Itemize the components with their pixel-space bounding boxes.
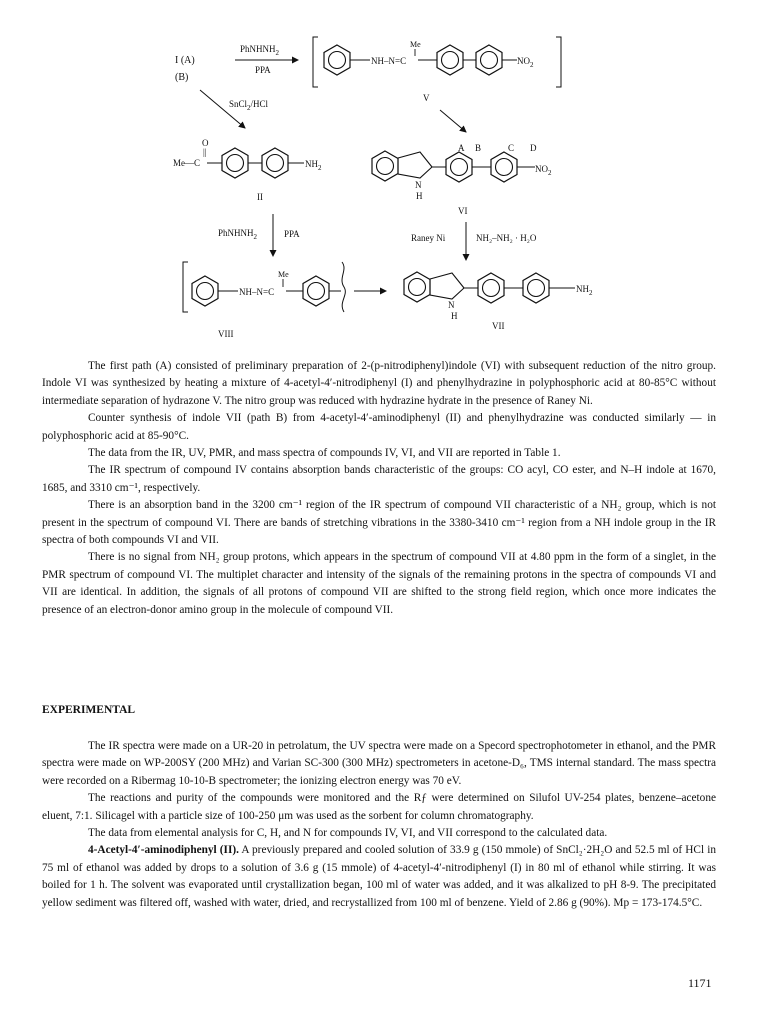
svg-text:SnCl2/HCl: SnCl$_2$/HCl (229, 99, 269, 112)
reagent-phenylhydrazine-bottom (218, 228, 258, 241)
reaction-scheme (0, 0, 759, 345)
benzene-ring-icon (192, 276, 218, 306)
benzene-ring-icon (523, 273, 549, 303)
benzene-ring-icon (262, 148, 288, 178)
label-path-b: (B) (175, 72, 189, 83)
bracket-left-v (313, 37, 318, 87)
methyl-label-v: Me (410, 40, 421, 49)
reagent-sncl2-hcl (229, 99, 269, 112)
compound-title-ii: 4-Acetyl-4′-aminodiphenyl (II). (88, 844, 239, 857)
paragraph-path-a: The first path (A) consisted of preliminary preparation of 2-(p-nitrodiphenyl)indole (VI) with subsequent reduction of the nitro group. Indole VI was synthesized by heating a mixture of 4-acetyl-4′-nitrodiphenyl (I) and phenylhydrazine in polyphosphoric acid at 80-85°C without intermediate separation of hydrazone V. The nitro group was reduced with hydrazine hydrate in the presence of Raney Ni. (42, 360, 716, 407)
reagent-ppa-bottom: PPA (284, 229, 300, 239)
methyl-label-viii: Me (278, 270, 289, 279)
synthesis-procedure: A previously prepared and cooled solution of 33.9 g (150 mmole) of SnCl₂·2H₂O and 52.5 ml of HCl in 75 ml of ethanol was added by drops to a solution of 3.6 g (15 mmole) of 4-acetyl-4′-nitrodiphenyl (I) in 80 ml of ethanol while stirring. It was boiled for 1 h. The solvent was evaporated until crystallization began, 100 ml of water was added, and it was alkalized to pH 8-9. The precipitated yellow sediment was filtered off, washed with water, dried, and recrystallized from 100 ml of benzene. Yield of 2.86 g (90%). Mp = 173-174.5°C. (42, 844, 716, 909)
acetyl-label-ii: Me—C (173, 158, 200, 168)
discussion-text (42, 358, 716, 619)
bracket-right-viii (342, 262, 345, 312)
hydrazone-linker-viii: NH–N=C (239, 287, 275, 297)
indole-n-vi: N (415, 180, 422, 190)
carbonyl-o-label: O (202, 138, 209, 148)
ring-label-d: D (530, 143, 537, 153)
svg-text:NO2: $NO_2$ (517, 56, 534, 69)
benzene-ring-icon (476, 45, 502, 75)
paragraph-ir-vii: There is an absorption band in the 3200 cm⁻¹ region of the IR spectrum of compound VII characteristic of a NH₂ group, which is not present in the spectrum of compound VI. There are bands of stretching vibrations in the 3380-3410 cm⁻¹ region from a NH indole group in the IR spectra of both compounds VI and VII. (42, 499, 716, 547)
svg-text:PhNHNH2: PhNHNH$_2$ (240, 44, 280, 57)
paragraph-tlc: The reactions and purity of the compounds were monitored and the Rƒ were determined on Silufol UV-254 plates, benzene–acetone eluent, 7:1. Silicagel with a particle size of 100-250 μm was used as the sorbent for column chromatography. (42, 792, 716, 822)
label-compound-viii: VIII (218, 329, 234, 339)
svg-text:NH2: $NH_2$ (576, 284, 593, 297)
label-compound-vii: VII (492, 321, 505, 331)
ring-label-b: B (475, 143, 482, 153)
label-compound-v: V (423, 93, 430, 103)
bracket-right-v (556, 37, 561, 87)
page-number: 1171 (688, 976, 712, 990)
benzene-ring-icon (491, 152, 517, 182)
paragraph-spectra-table: The data from the IR, UV, PMR, and mass spectra of compounds IV, VI, and VII are reported in Table 1. (88, 447, 561, 460)
paragraph-pmr: There is no signal from NH₂ group protons, which appears in the spectrum of compound VII at 4.80 ppm in the form of a singlet, in the PMR spectrum of compound VI. The multiplet character and intensity of the signals of the remaining protons in the spectra of compounds VI and VII are identical. In addition, the signals of all protons of compound VII are shifted to the strong field region, which once more indicates the presence of an electron-donor amino group in the molecule of compound VII. (42, 551, 716, 616)
section-heading: EXPERIMENTAL (42, 704, 136, 716)
hydrazone-linker-v: NH–N=C (371, 56, 407, 66)
nitro-group-v (517, 56, 534, 69)
benzene-ring-icon (437, 45, 463, 75)
label-compound-ii: II (257, 192, 263, 202)
amino-group-ii (305, 159, 322, 172)
reagent-hydrazine-hydrate: NH₂–NH₂ · H₂O (476, 233, 537, 243)
paragraph-ir-iv: The IR spectrum of compound IV contains absorption bands characteristic of the groups: CO acyl, CO ester, and N–H indole at 1670, 1685, and 3310 cm⁻¹, respectively. (42, 464, 716, 494)
nitro-group-vi (535, 164, 552, 177)
benzene-ring-icon (222, 148, 248, 178)
ring-label-a: A (458, 143, 465, 153)
svg-text:NH2: $NH_2$ (305, 159, 322, 172)
indole-ring-vi (372, 151, 432, 181)
arrow-sncl2 (200, 90, 245, 128)
paragraph-elemental: The data from elemental analysis for C, H, and N for compounds IV, VI, and VII correspond to the calculated data. (88, 827, 608, 840)
paragraph-instruments: The IR spectra were made on a UR-20 in petrolatum, the UV spectra were made on a Specord spectrophotometer in ethanol, and the PMR spectra were made on WP-200SY (200 MHz) and Varian SC-300 (300 MHz) spectrometers in acetone-D₆, TMS internal standard. The mass spectra were recorded on a Ribermag 10-10-B spectrometer; the ionizing electron energy was 70 eV. (42, 740, 716, 787)
paragraph-synthesis-ii (42, 842, 716, 912)
experimental-text (42, 738, 716, 912)
amino-group-vii (576, 284, 593, 297)
benzene-ring-icon (324, 45, 350, 75)
paragraph-path-b: Counter synthesis of indole VII (path B) from 4-acetyl-4′-aminodiphenyl (II) and phenylhydrazine was conducted similarly — in polyphosphoric acid at 85-90°C. (42, 412, 716, 442)
indole-h-vi: H (416, 191, 423, 201)
benzene-ring-icon (303, 276, 329, 306)
benzene-ring-icon (478, 273, 504, 303)
svg-text:NO2: $NO_2$ (535, 164, 552, 177)
bracket-left-viii (183, 262, 188, 312)
reagent-raney-ni: Raney Ni (411, 233, 446, 243)
arrow-v-to-vi (440, 110, 466, 132)
label-compound-vi: VI (458, 206, 468, 216)
benzene-ring-icon (446, 152, 472, 182)
svg-text:PhNHNH2: PhNHNH$_2$ (218, 228, 258, 241)
indole-ring-vii (404, 272, 464, 302)
indole-n-vii: N (448, 300, 455, 310)
reagent-ppa-top: PPA (255, 65, 271, 75)
reagent-phenylhydrazine-top (240, 44, 280, 57)
carbonyl-double-bond: || (203, 147, 207, 157)
ring-label-c: C (508, 143, 515, 153)
label-compound-1a: I (A) (175, 55, 195, 66)
indole-h-vii: H (451, 311, 458, 321)
